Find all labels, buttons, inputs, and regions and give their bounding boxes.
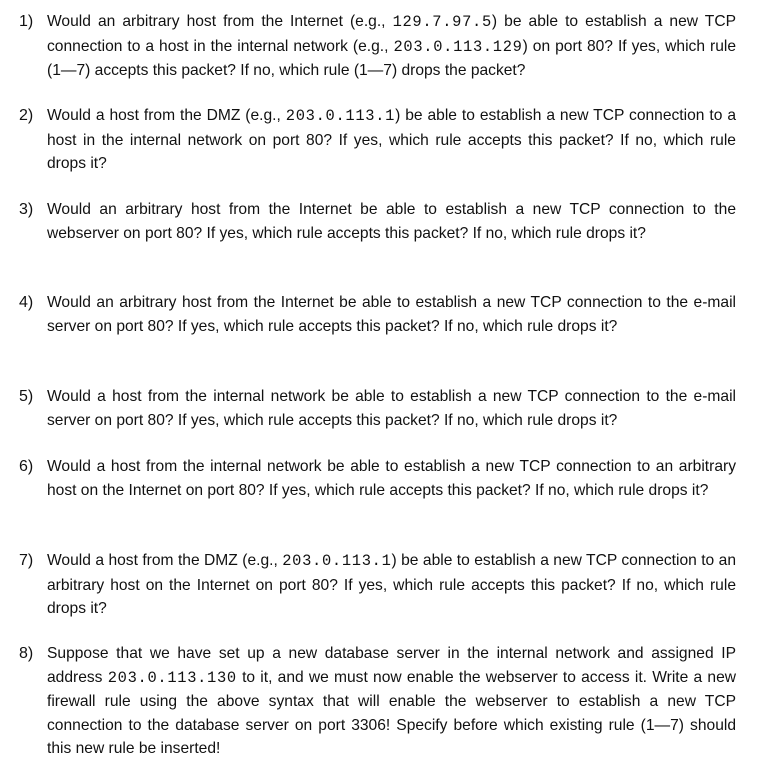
text-segment: Would a host from the DMZ (e.g.,	[47, 552, 283, 569]
question-text	[47, 10, 736, 83]
ip-address: 203.0.113.129	[393, 37, 523, 56]
ip-address: 203.0.113.1	[285, 107, 396, 125]
ip-address: 129.7.97.5	[392, 13, 492, 31]
text-segment: Would an arbitrary host from the Internet (e.g.,	[47, 13, 393, 30]
text-segment: ) be able to establish a new TCP connection to a host in the internal network on port 80? If yes, which rule accepts this packet? If no, which rule drops it?	[47, 107, 736, 172]
question-text	[47, 549, 736, 621]
question-number: 1)	[19, 13, 34, 30]
text-segment: ) be able to establish a new TCP connection to a host in the internal network (e.g.,	[47, 13, 736, 55]
ip-address: 203.0.113.1	[282, 552, 392, 570]
question-number: 6)	[19, 458, 34, 475]
text-segment: Would an arbitrary host from the Internet be able to establish a new TCP connection to the e-mail server on port 80? If yes, which rule accepts this packet? If no, which rule drops it?	[47, 294, 736, 335]
question-text	[47, 455, 736, 502]
question-number: 8)	[19, 645, 34, 662]
ip-address: 203.0.113.130	[107, 668, 237, 687]
question-text	[47, 104, 736, 176]
question-number: 2)	[19, 107, 34, 124]
question-text	[47, 291, 736, 338]
text-segment: Would a host from the DMZ (e.g.,	[47, 107, 286, 124]
text-segment: Would an arbitrary host from the Internet be able to establish a new TCP connection to the webserver on port 80? If yes, which rule accepts this packet? If no, which rule drops it?	[47, 201, 736, 242]
question-text	[47, 198, 736, 245]
text-segment: to it, and we must now enable the webserver to access it. Write a new firewall rule using the above syntax that will enable the webserver to establish a new TCP connection to the database server on port 3306! Specify before which existing rule (1—7) should this new rule be inserted!	[47, 668, 737, 757]
question-text	[47, 642, 736, 761]
question-number: 7)	[19, 552, 34, 569]
text-segment: Suppose that we have set up a new database server in the internal network and assigned IP address	[47, 645, 736, 686]
text-segment: Would a host from the internal network be able to establish a new TCP connection to the e-mail server on port 80? If yes, which rule accepts this packet? If no, which rule drops it?	[47, 388, 736, 429]
question-number: 5)	[19, 388, 34, 405]
question-number: 3)	[19, 201, 34, 218]
text-segment: ) be able to establish a new TCP connection to an arbitrary host on the Internet on port 80? If yes, which rule accepts this packet? If no, which rule drops it?	[47, 552, 736, 617]
question-number: 4)	[19, 294, 34, 311]
text-segment: Would a host from the internal network be able to establish a new TCP connection to an arbitrary host on the Internet on port 80? If yes, which rule accepts this packet? If no, which rule drops it?	[47, 458, 736, 499]
question-text	[47, 385, 736, 432]
text-segment: ) on port 80? If yes, which rule (1—7) accepts this packet? If no, which rule (1—7) drops the packet?	[47, 37, 737, 79]
